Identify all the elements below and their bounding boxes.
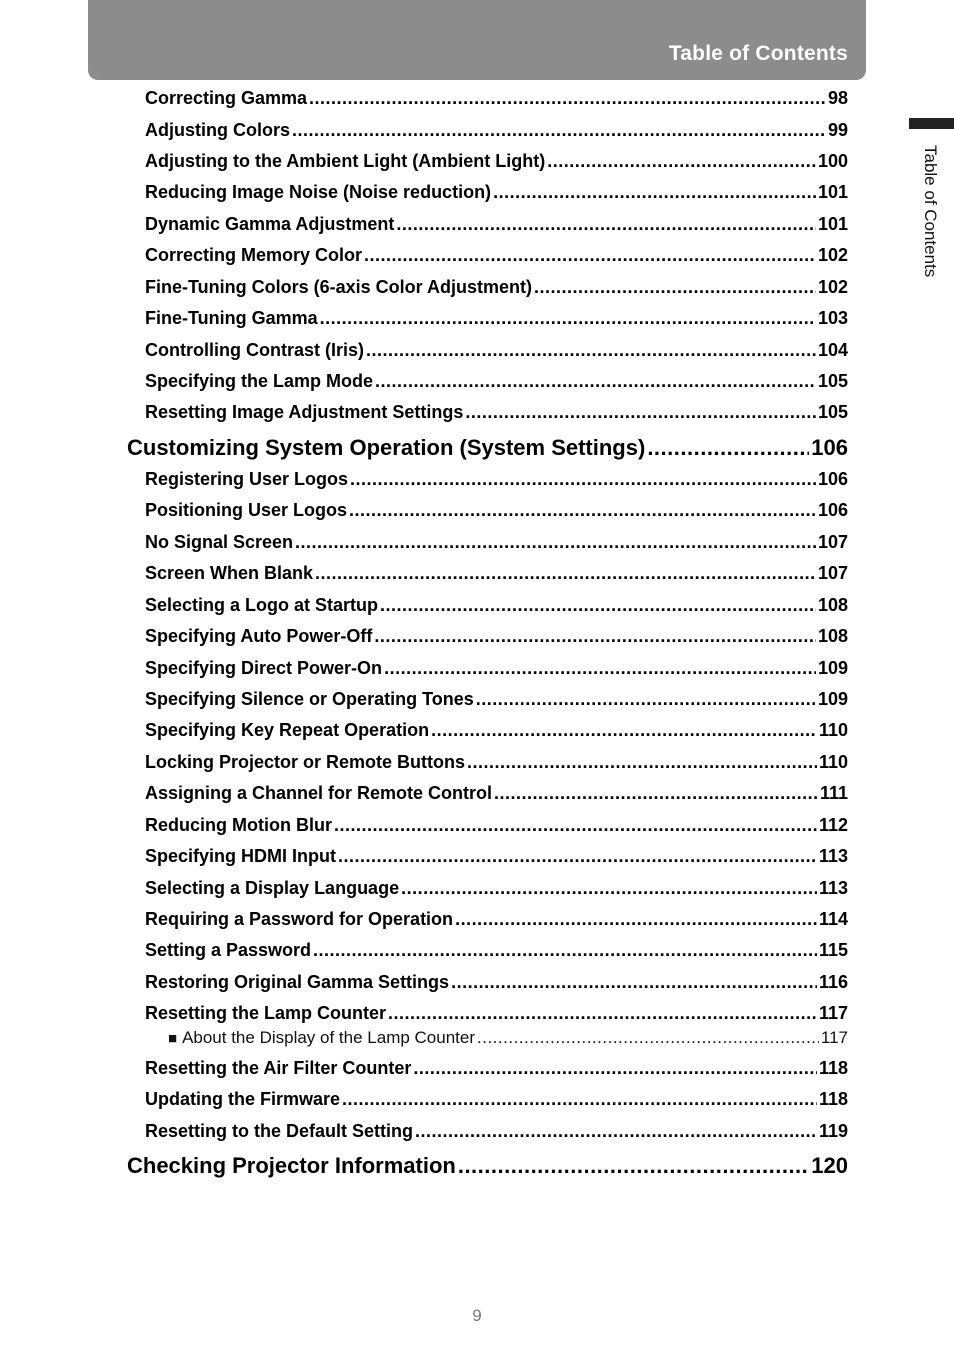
toc-entry[interactable]: [145, 909, 848, 933]
toc-entry-title: Fine-Tuning Colors (6-axis Color Adjustment): [145, 277, 532, 297]
dot-leader: [320, 308, 816, 329]
toc-entry-page: 107: [817, 532, 848, 552]
toc-entry-page: 113: [818, 846, 848, 866]
toc-entry-page: 117: [820, 1028, 848, 1047]
toc-entry-page: 105: [817, 402, 848, 422]
dot-leader: [384, 658, 816, 679]
toc-entry-title: No Signal Screen: [145, 532, 294, 552]
dot-leader: [647, 435, 809, 461]
toc-entry-page: 106: [811, 435, 848, 460]
toc-entry[interactable]: [145, 277, 848, 301]
dot-leader: [309, 88, 826, 109]
toc-entry[interactable]: [145, 120, 848, 144]
toc-entry[interactable]: [145, 720, 848, 744]
toc-entry-page: 109: [817, 658, 848, 678]
toc-entry-page: 111: [819, 783, 848, 803]
toc-entry-title: Correcting Gamma: [145, 88, 308, 108]
toc-entry-page: 119: [818, 1121, 848, 1141]
toc-entry-page: 100: [817, 151, 848, 171]
toc-entry[interactable]: [145, 752, 848, 776]
dot-leader: [380, 595, 816, 616]
toc-entry-page: 103: [817, 308, 848, 328]
toc-entry-title: Resetting the Air Filter Counter: [145, 1058, 412, 1078]
toc-entry[interactable]: [145, 689, 848, 713]
toc-entry-page: 110: [818, 720, 848, 740]
toc-entry-page: 117: [818, 1003, 848, 1023]
toc-entry[interactable]: [145, 245, 848, 269]
toc-entry-page: 102: [817, 245, 848, 265]
toc-entry[interactable]: [145, 1121, 848, 1145]
toc-entry-title: Controlling Contrast (Iris): [145, 340, 364, 360]
toc-entry[interactable]: [145, 658, 848, 682]
toc-entry[interactable]: [145, 214, 848, 238]
toc-entry[interactable]: [145, 972, 848, 996]
toc-entry-page: 106: [817, 469, 848, 489]
toc-entry-page: 101: [817, 182, 848, 202]
toc-entry-page: 108: [817, 626, 848, 646]
toc-entry[interactable]: [145, 182, 848, 206]
dot-leader: [342, 1089, 817, 1110]
toc-entry[interactable]: [145, 878, 848, 902]
toc-entry-title: Registering User Logos: [145, 469, 349, 489]
square-bullet-icon: ■: [168, 1030, 178, 1047]
side-tab-label: Table of Contents: [921, 145, 940, 278]
toc-entry-title: Adjusting to the Ambient Light (Ambient Light): [145, 151, 546, 171]
toc-entry-page: 114: [818, 909, 848, 929]
toc-entry[interactable]: [145, 783, 848, 807]
toc-entry-title: Checking Projector Information: [127, 1153, 456, 1178]
dot-leader: [350, 469, 816, 490]
dot-leader: [494, 783, 818, 804]
toc-chapter-entry[interactable]: [127, 435, 848, 465]
toc-entry-title: Restoring Original Gamma Settings: [145, 972, 450, 992]
toc-entry-title: Updating the Firmware: [145, 1089, 341, 1109]
toc-entry-page: 118: [818, 1089, 848, 1109]
toc-entry[interactable]: [145, 1089, 848, 1113]
toc-entry-title: Assigning a Channel for Remote Control: [145, 783, 493, 803]
toc-chapter-entry[interactable]: [127, 1153, 848, 1183]
toc-entry[interactable]: [145, 151, 848, 175]
toc-entry-page: 110: [818, 752, 848, 772]
toc-entry[interactable]: [145, 532, 848, 556]
toc-entry-page: 101: [817, 214, 848, 234]
toc-entry-title: Correcting Memory Color: [145, 245, 363, 265]
toc-entry-title: Specifying Silence or Operating Tones: [145, 689, 474, 709]
toc-entry-page: 107: [817, 563, 848, 583]
dot-leader: [465, 402, 816, 423]
dot-leader: [313, 940, 817, 961]
dot-leader: [375, 371, 816, 392]
toc-entry-title: Resetting Image Adjustment Settings: [145, 402, 464, 422]
dot-leader: [547, 151, 816, 172]
dot-leader: [413, 1058, 817, 1079]
toc-entry-title: Specifying the Lamp Mode: [145, 371, 374, 391]
dot-leader: [415, 1121, 817, 1142]
toc-entry-title: Reducing Image Noise (Noise reduction): [145, 182, 492, 202]
toc-entry-title: Screen When Blank: [145, 563, 314, 583]
toc-entry-page: 113: [818, 878, 848, 898]
toc-entry-page: 104: [817, 340, 848, 360]
toc-entry-title: Fine-Tuning Gamma: [145, 308, 318, 328]
toc-entry-page: 120: [811, 1153, 848, 1178]
toc-entry-title: About the Display of the Lamp Counter: [182, 1028, 476, 1047]
dot-leader: [334, 815, 817, 836]
toc-entry[interactable]: [145, 563, 848, 587]
toc-entry-title: Specifying Key Repeat Operation: [145, 720, 430, 740]
dot-leader: [315, 563, 816, 584]
dot-leader: [455, 909, 817, 930]
dot-leader: [374, 626, 816, 647]
toc-entry-title: Specifying Auto Power-Off: [145, 626, 373, 646]
dot-leader: [396, 214, 816, 235]
toc-entry[interactable]: [145, 308, 848, 332]
toc-entry-page: 105: [817, 371, 848, 391]
header-title: Table of Contents: [668, 42, 848, 65]
toc-entry[interactable]: [145, 595, 848, 619]
toc-entry-title: Resetting to the Default Setting: [145, 1121, 414, 1141]
toc-entry[interactable]: [145, 469, 848, 493]
dot-leader: [458, 1153, 809, 1179]
toc-entry[interactable]: [145, 340, 848, 364]
page-number: 9: [472, 1306, 482, 1325]
toc-entry[interactable]: [145, 1058, 848, 1082]
dot-leader: [493, 182, 816, 203]
toc-entry[interactable]: [145, 402, 848, 426]
toc-entry-page: 115: [818, 940, 848, 960]
dot-leader: [451, 972, 817, 993]
toc-entry[interactable]: [145, 88, 848, 112]
toc-entry-title: Specifying Direct Power-On: [145, 658, 383, 678]
toc-entry-page: 108: [817, 595, 848, 615]
dot-leader: [467, 752, 817, 773]
toc-entry-title: Positioning User Logos: [145, 500, 348, 520]
toc-entry-title: Resetting the Lamp Counter: [145, 1003, 387, 1023]
toc-entry-title: Selecting a Display Language: [145, 878, 400, 898]
toc-subentry[interactable]: [168, 1028, 848, 1050]
dot-leader: [364, 245, 816, 266]
toc-entry[interactable]: [145, 846, 848, 870]
toc-entry-page: 106: [817, 500, 848, 520]
dot-leader: [431, 720, 817, 741]
toc-entry-title: Reducing Motion Blur: [145, 815, 332, 835]
toc-entry-title: Setting a Password: [145, 940, 312, 960]
toc-entry-page: 102: [817, 277, 848, 297]
toc-entry[interactable]: [145, 500, 848, 524]
dot-leader: [338, 846, 817, 867]
toc-entry-title: Locking Projector or Remote Buttons: [145, 752, 466, 772]
toc-entry-title: Specifying HDMI Input: [145, 846, 336, 866]
dot-leader: [477, 1028, 819, 1048]
toc-entry[interactable]: [145, 815, 848, 839]
dot-leader: [349, 500, 816, 521]
toc-entry-title: Dynamic Gamma Adjustment: [145, 214, 395, 234]
toc-entry-page: 99: [827, 120, 848, 140]
toc-entry-page: 118: [818, 1058, 848, 1078]
toc-entry-page: 112: [818, 815, 848, 835]
dot-leader: [292, 120, 826, 141]
dot-leader: [366, 340, 816, 361]
toc-entry-title: Customizing System Operation (System Settings): [127, 435, 646, 460]
toc-entry[interactable]: [145, 626, 848, 650]
toc-entry-page: 98: [827, 88, 848, 108]
dot-leader: [401, 878, 817, 899]
dot-leader: [388, 1003, 817, 1024]
toc-entry[interactable]: [145, 1003, 848, 1027]
dot-leader: [295, 532, 816, 553]
dot-leader: [476, 689, 816, 710]
toc-entry[interactable]: [145, 371, 848, 395]
toc-entry[interactable]: [145, 940, 848, 964]
toc-entry-title: Selecting a Logo at Startup: [145, 595, 379, 615]
toc-entry-page: 116: [818, 972, 848, 992]
dot-leader: [534, 277, 816, 298]
toc-entry-title: Requiring a Password for Operation: [145, 909, 454, 929]
toc-entry-title: Adjusting Colors: [145, 120, 290, 140]
toc-entry-page: 109: [817, 689, 848, 709]
